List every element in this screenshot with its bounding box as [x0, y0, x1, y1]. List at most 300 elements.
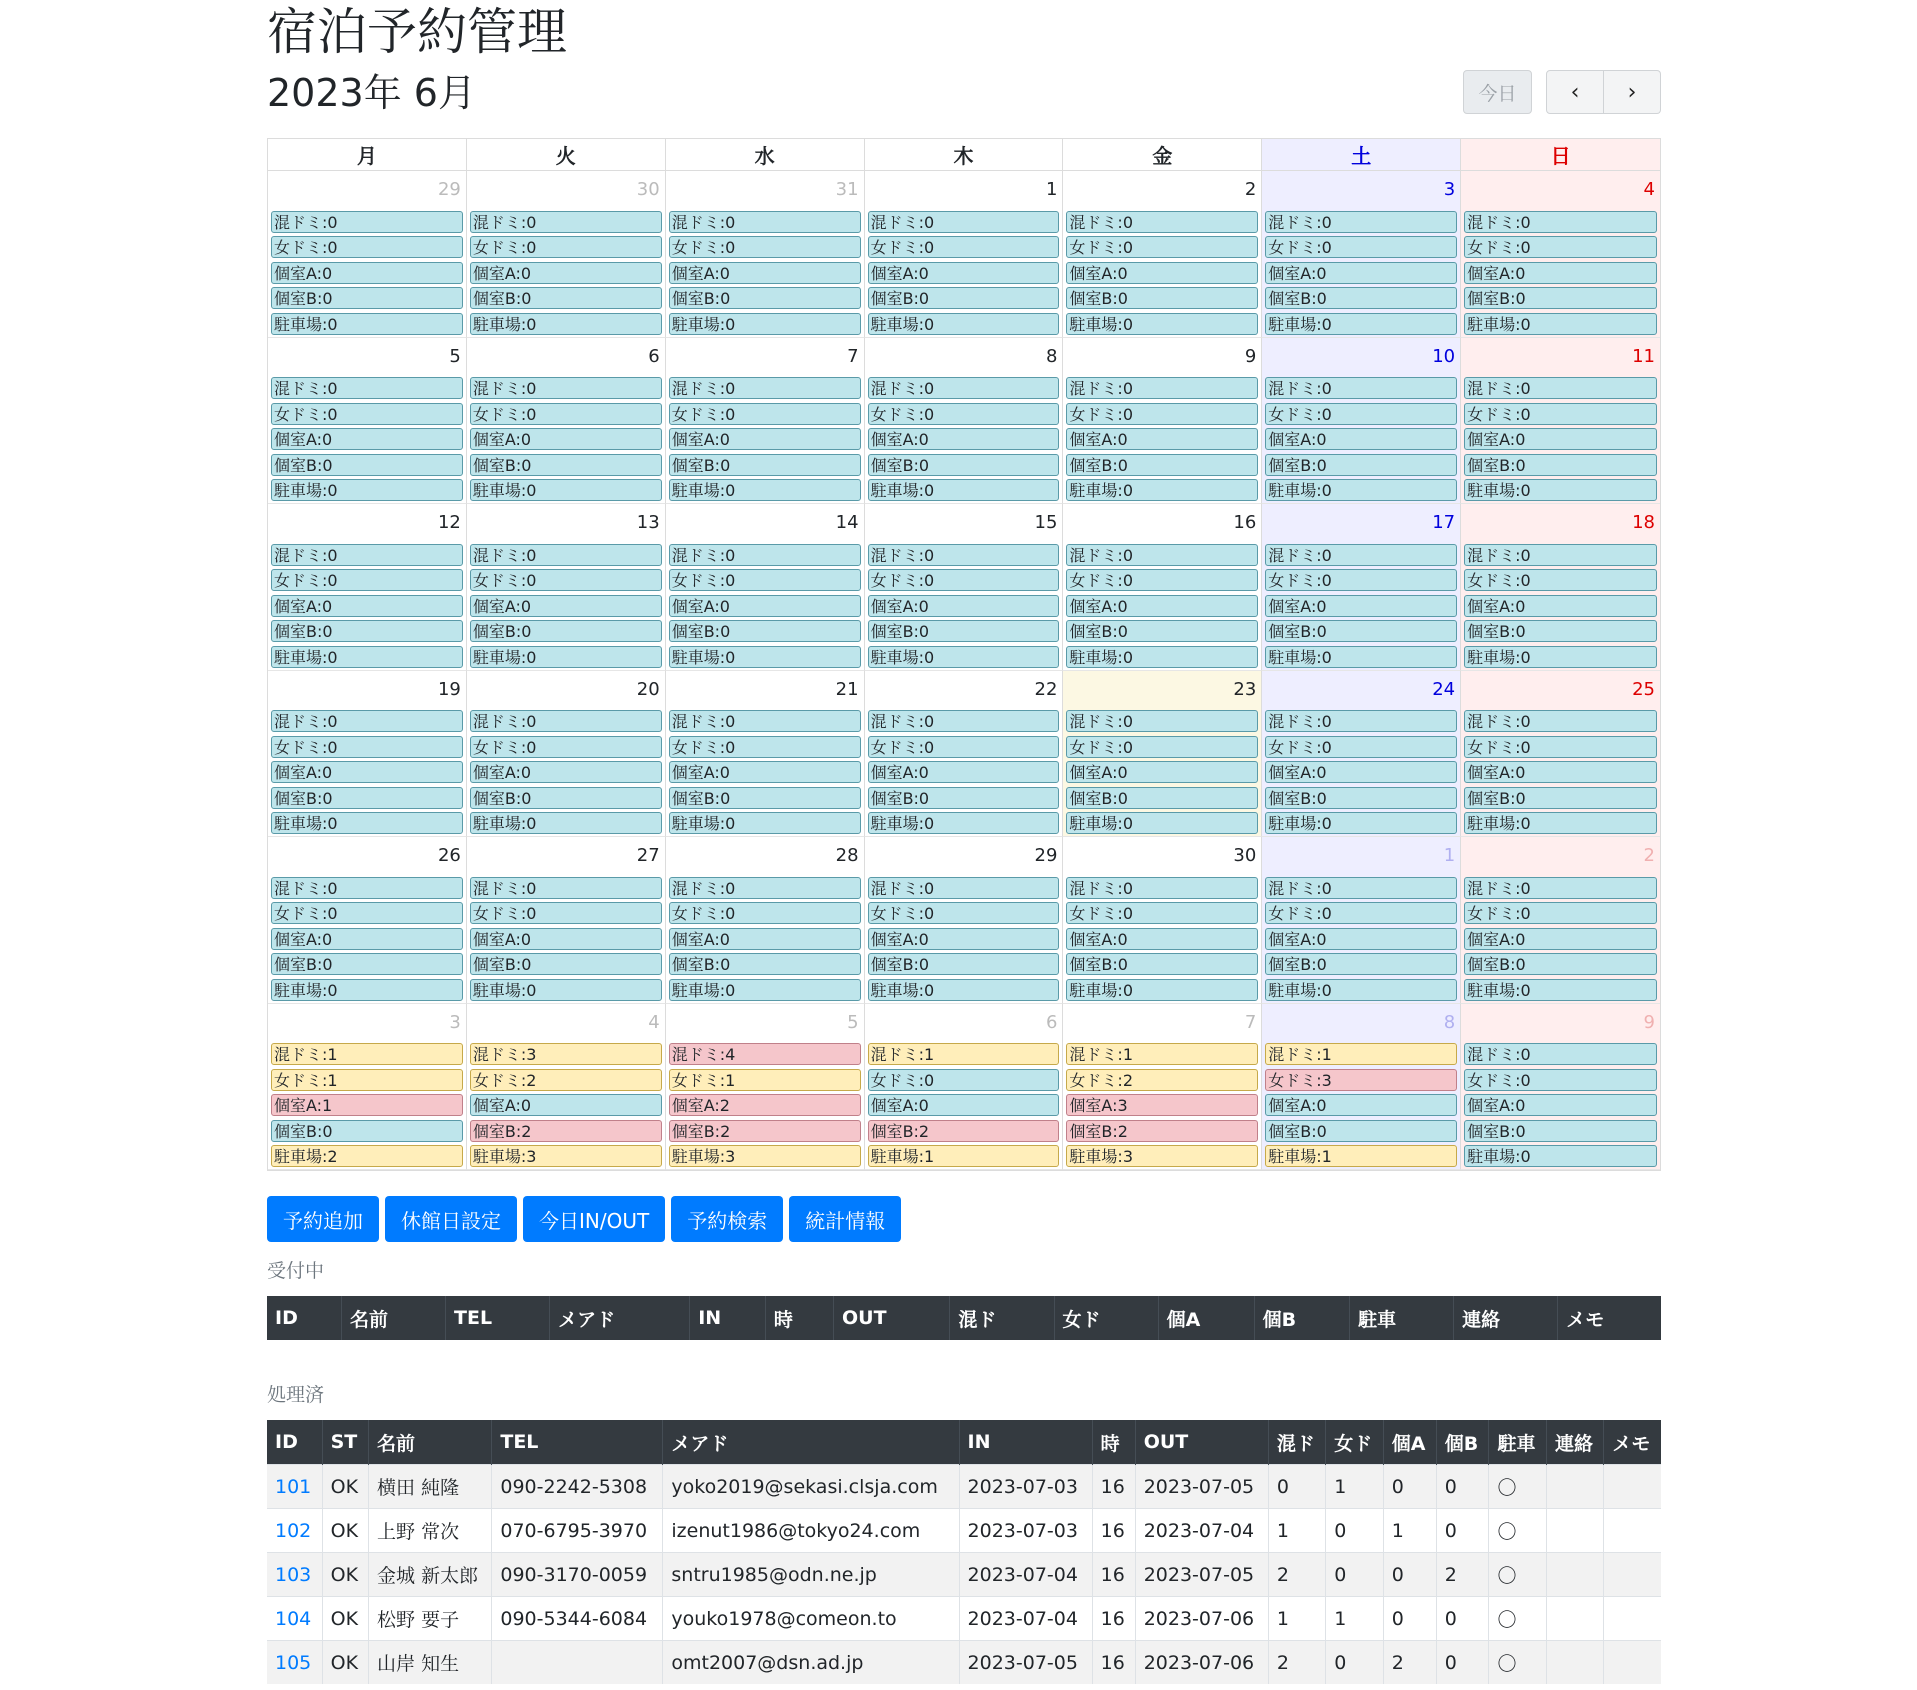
- room-slot[interactable]: 女ドミ:0: [868, 736, 1060, 758]
- room-slot[interactable]: 女ドミ:0: [271, 236, 463, 258]
- room-slot[interactable]: 駐車場:2: [271, 1145, 463, 1167]
- room-slot[interactable]: 個室A:0: [1066, 761, 1258, 783]
- room-slot[interactable]: 個室A:0: [271, 761, 463, 783]
- calendar-day[interactable]: [666, 338, 865, 505]
- room-slot[interactable]: 個室A:0: [669, 928, 861, 950]
- calendar-day[interactable]: [268, 338, 467, 505]
- room-slot[interactable]: 個室B:0: [271, 1120, 463, 1142]
- calendar-day[interactable]: [865, 504, 1064, 671]
- reservation-id-link[interactable]: 105: [275, 1651, 312, 1674]
- room-slot[interactable]: 女ドミ:0: [470, 902, 662, 924]
- room-slot[interactable]: 混ドミ:0: [669, 211, 861, 233]
- room-slot[interactable]: 混ドミ:0: [1265, 377, 1457, 399]
- room-slot[interactable]: 混ドミ:0: [1464, 211, 1657, 233]
- column-header[interactable]: 混ド: [1268, 1420, 1325, 1465]
- room-slot[interactable]: 個室B:0: [868, 620, 1060, 642]
- room-slot[interactable]: 個室B:0: [1066, 787, 1258, 809]
- room-slot[interactable]: 混ドミ:0: [1066, 877, 1258, 899]
- room-slot[interactable]: 個室A:0: [1265, 595, 1457, 617]
- room-slot[interactable]: 女ドミ:0: [271, 902, 463, 924]
- room-slot[interactable]: 女ドミ:0: [1265, 736, 1457, 758]
- room-slot[interactable]: 個室A:0: [271, 262, 463, 284]
- calendar-day[interactable]: [865, 338, 1064, 505]
- room-slot[interactable]: 個室B:0: [470, 953, 662, 975]
- room-slot[interactable]: 駐車場:1: [868, 1145, 1060, 1167]
- reservation-id-link[interactable]: 101: [275, 1475, 312, 1498]
- room-slot[interactable]: 個室A:0: [1464, 1094, 1657, 1116]
- column-header[interactable]: ST: [322, 1420, 368, 1465]
- room-slot[interactable]: 駐車場:0: [271, 646, 463, 668]
- today-inout-button[interactable]: 今日IN/OUT: [523, 1196, 665, 1242]
- room-slot[interactable]: 駐車場:0: [1464, 1145, 1657, 1167]
- room-slot[interactable]: 個室B:0: [868, 953, 1060, 975]
- room-slot[interactable]: 駐車場:0: [1265, 812, 1457, 834]
- room-slot[interactable]: 個室A:0: [868, 595, 1060, 617]
- room-slot[interactable]: 個室B:0: [669, 287, 861, 309]
- room-slot[interactable]: 混ドミ:0: [470, 211, 662, 233]
- table-cell: 〇: [1489, 1509, 1546, 1553]
- room-slot[interactable]: 個室B:0: [271, 787, 463, 809]
- calendar-day[interactable]: [666, 171, 865, 338]
- calendar-day[interactable]: [1461, 1004, 1660, 1171]
- room-slot[interactable]: 女ドミ:0: [1066, 736, 1258, 758]
- column-header[interactable]: OUT: [1135, 1420, 1268, 1465]
- room-slot[interactable]: 駐車場:0: [868, 479, 1060, 501]
- column-header[interactable]: 時: [1092, 1420, 1135, 1465]
- room-slot[interactable]: 個室B:0: [1265, 1120, 1457, 1142]
- calendar-day[interactable]: [268, 1004, 467, 1171]
- room-slot[interactable]: 個室A:0: [669, 595, 861, 617]
- room-slot[interactable]: 個室B:0: [1066, 953, 1258, 975]
- calendar-day[interactable]: [1262, 837, 1461, 1004]
- room-slot[interactable]: 個室A:3: [1066, 1094, 1258, 1116]
- room-slot[interactable]: 女ドミ:0: [1265, 403, 1457, 425]
- calendar-day[interactable]: [467, 504, 666, 671]
- room-slot[interactable]: 女ドミ:2: [1066, 1069, 1258, 1091]
- room-slot[interactable]: 駐車場:0: [1066, 479, 1258, 501]
- room-slot[interactable]: 駐車場:0: [1464, 812, 1657, 834]
- room-slot[interactable]: 個室B:0: [1464, 1120, 1657, 1142]
- calendar-day[interactable]: [865, 1004, 1064, 1171]
- room-slot[interactable]: 駐車場:0: [669, 646, 861, 668]
- room-slot[interactable]: 駐車場:0: [470, 979, 662, 1001]
- room-slot[interactable]: 女ドミ:0: [1464, 736, 1657, 758]
- reservation-id-link[interactable]: 104: [275, 1607, 312, 1630]
- room-slot[interactable]: 女ドミ:2: [470, 1069, 662, 1091]
- room-slot[interactable]: 女ドミ:0: [470, 403, 662, 425]
- calendar-day[interactable]: [1461, 504, 1660, 671]
- room-slot[interactable]: 混ドミ:0: [1464, 1043, 1657, 1065]
- room-slot[interactable]: 女ドミ:0: [1265, 236, 1457, 258]
- room-slot[interactable]: 駐車場:0: [1066, 979, 1258, 1001]
- calendar-day[interactable]: [1063, 504, 1262, 671]
- room-slot[interactable]: 混ドミ:0: [669, 544, 861, 566]
- room-slot[interactable]: 個室B:0: [1265, 454, 1457, 476]
- calendar-day[interactable]: [1461, 837, 1660, 1004]
- room-slot[interactable]: 個室B:0: [1265, 620, 1457, 642]
- room-slot[interactable]: 混ドミ:0: [1464, 544, 1657, 566]
- room-slot[interactable]: 女ドミ:0: [868, 236, 1060, 258]
- room-slot[interactable]: 混ドミ:0: [868, 377, 1060, 399]
- room-slot[interactable]: 個室A:0: [470, 761, 662, 783]
- column-header[interactable]: IN: [959, 1420, 1092, 1465]
- room-slot[interactable]: 混ドミ:0: [1265, 544, 1457, 566]
- room-slot[interactable]: 混ドミ:0: [868, 877, 1060, 899]
- room-slot[interactable]: 個室B:0: [470, 454, 662, 476]
- room-slot[interactable]: 駐車場:0: [1464, 979, 1657, 1001]
- room-slot[interactable]: 混ドミ:1: [271, 1043, 463, 1065]
- room-slot[interactable]: 女ドミ:0: [1464, 1069, 1657, 1091]
- room-slot[interactable]: 個室B:2: [669, 1120, 861, 1142]
- room-slot[interactable]: 個室B:0: [1066, 287, 1258, 309]
- room-slot[interactable]: 混ドミ:1: [1066, 1043, 1258, 1065]
- room-slot[interactable]: 駐車場:0: [868, 979, 1060, 1001]
- room-slot[interactable]: 駐車場:1: [1265, 1145, 1457, 1167]
- room-slot[interactable]: 駐車場:0: [470, 646, 662, 668]
- room-slot[interactable]: 個室B:0: [1464, 787, 1657, 809]
- room-slot[interactable]: 女ドミ:0: [271, 403, 463, 425]
- table-cell: youko1978@comeon.to: [663, 1597, 959, 1641]
- room-slot[interactable]: 混ドミ:0: [1265, 211, 1457, 233]
- room-slot[interactable]: 駐車場:0: [1464, 313, 1657, 335]
- room-slot[interactable]: 駐車場:0: [271, 313, 463, 335]
- column-header[interactable]: 駐車: [1350, 1296, 1454, 1340]
- room-slot[interactable]: 女ドミ:0: [669, 403, 861, 425]
- room-slot[interactable]: 混ドミ:0: [868, 710, 1060, 732]
- room-slot[interactable]: 個室B:2: [868, 1120, 1060, 1142]
- column-header[interactable]: 連絡: [1454, 1296, 1558, 1340]
- room-slot[interactable]: 個室B:0: [1265, 787, 1457, 809]
- room-slot[interactable]: 混ドミ:0: [1066, 544, 1258, 566]
- room-slot[interactable]: 個室A:0: [1066, 595, 1258, 617]
- room-slot[interactable]: 駐車場:0: [1464, 646, 1657, 668]
- calendar-day[interactable]: [467, 671, 666, 838]
- day-number: 24: [1432, 678, 1456, 700]
- room-slot[interactable]: 個室B:0: [470, 620, 662, 642]
- room-slot[interactable]: 女ドミ:0: [868, 403, 1060, 425]
- calendar-day[interactable]: [865, 671, 1064, 838]
- column-header[interactable]: メモ: [1604, 1420, 1661, 1465]
- room-slot[interactable]: 混ドミ:3: [470, 1043, 662, 1065]
- room-slot[interactable]: 女ドミ:0: [1464, 236, 1657, 258]
- room-slot[interactable]: 女ドミ:0: [669, 569, 861, 591]
- room-slot[interactable]: 個室A:0: [1464, 595, 1657, 617]
- room-slot[interactable]: 駐車場:3: [669, 1145, 861, 1167]
- room-slot[interactable]: 混ドミ:0: [1464, 710, 1657, 732]
- room-slot[interactable]: 個室A:0: [470, 1094, 662, 1116]
- room-slot[interactable]: 駐車場:0: [669, 313, 861, 335]
- room-slot[interactable]: 個室B:0: [271, 953, 463, 975]
- room-slot[interactable]: 駐車場:0: [1066, 313, 1258, 335]
- room-slot[interactable]: 女ドミ:0: [868, 1069, 1060, 1091]
- calendar-day[interactable]: [1461, 171, 1660, 338]
- room-slot[interactable]: 個室B:0: [669, 454, 861, 476]
- room-slot[interactable]: 女ドミ:0: [669, 736, 861, 758]
- room-slot[interactable]: 駐車場:0: [470, 313, 662, 335]
- room-slot[interactable]: 混ドミ:0: [271, 877, 463, 899]
- column-header[interactable]: 女ド: [1326, 1420, 1383, 1465]
- room-slot[interactable]: 個室A:0: [868, 761, 1060, 783]
- room-slot[interactable]: 混ドミ:0: [271, 544, 463, 566]
- column-header[interactable]: 個A: [1158, 1296, 1254, 1340]
- room-slot[interactable]: 女ドミ:0: [669, 902, 861, 924]
- calendar-day[interactable]: [666, 671, 865, 838]
- room-slot[interactable]: 混ドミ:0: [271, 377, 463, 399]
- room-slot[interactable]: 個室B:2: [1066, 1120, 1258, 1142]
- prev-month-button[interactable]: [1546, 70, 1604, 114]
- room-slot[interactable]: 個室B:0: [669, 787, 861, 809]
- room-slot[interactable]: 個室A:0: [271, 595, 463, 617]
- room-slot[interactable]: 女ドミ:0: [868, 902, 1060, 924]
- calendar-day[interactable]: [467, 837, 666, 1004]
- column-header[interactable]: 名前: [369, 1420, 492, 1465]
- column-header[interactable]: 個B: [1436, 1420, 1489, 1465]
- room-slot[interactable]: 混ドミ:0: [470, 877, 662, 899]
- room-slot[interactable]: 駐車場:0: [1265, 646, 1457, 668]
- calendar-day[interactable]: [268, 171, 467, 338]
- room-slot[interactable]: 駐車場:0: [1265, 479, 1457, 501]
- room-slot[interactable]: 混ドミ:4: [669, 1043, 861, 1065]
- room-slot[interactable]: 女ドミ:0: [470, 569, 662, 591]
- reservation-id-link[interactable]: 102: [275, 1519, 312, 1542]
- room-slot[interactable]: 駐車場:0: [669, 979, 861, 1001]
- calendar-day[interactable]: [666, 1004, 865, 1171]
- room-slot[interactable]: 女ドミ:0: [1265, 902, 1457, 924]
- room-slot[interactable]: 個室B:0: [868, 454, 1060, 476]
- room-slot[interactable]: 女ドミ:0: [669, 236, 861, 258]
- search-reservation-button[interactable]: 予約検索: [671, 1196, 783, 1242]
- room-slot[interactable]: 女ドミ:0: [271, 736, 463, 758]
- column-header[interactable]: メモ: [1558, 1296, 1661, 1340]
- calendar-day[interactable]: [1063, 171, 1262, 338]
- room-slot[interactable]: 女ドミ:0: [1464, 403, 1657, 425]
- room-slot[interactable]: 個室B:0: [1265, 287, 1457, 309]
- room-slot[interactable]: 個室A:0: [669, 428, 861, 450]
- room-slot[interactable]: 個室B:0: [868, 787, 1060, 809]
- room-slot[interactable]: 女ドミ:0: [1265, 569, 1457, 591]
- room-slot[interactable]: 女ドミ:0: [868, 569, 1060, 591]
- room-slot[interactable]: 個室A:0: [470, 595, 662, 617]
- room-slot[interactable]: 個室B:0: [1066, 454, 1258, 476]
- room-slot[interactable]: 個室A:0: [1066, 428, 1258, 450]
- room-slot[interactable]: 女ドミ:0: [1066, 236, 1258, 258]
- room-slot[interactable]: 混ドミ:1: [1265, 1043, 1457, 1065]
- room-slot[interactable]: 混ドミ:0: [1464, 877, 1657, 899]
- calendar-day[interactable]: [268, 837, 467, 1004]
- column-header[interactable]: 駐車: [1489, 1420, 1546, 1465]
- room-slot[interactable]: 女ドミ:0: [1066, 902, 1258, 924]
- room-slot[interactable]: 個室A:0: [868, 428, 1060, 450]
- room-slot[interactable]: 個室A:0: [1066, 928, 1258, 950]
- room-slot[interactable]: 個室A:0: [868, 928, 1060, 950]
- room-slot[interactable]: 混ドミ:0: [1066, 377, 1258, 399]
- column-header[interactable]: 女ド: [1054, 1296, 1158, 1340]
- room-slot[interactable]: 女ドミ:0: [470, 236, 662, 258]
- room-slot[interactable]: 個室A:0: [470, 262, 662, 284]
- table-cell: 上野 常次: [369, 1509, 492, 1553]
- room-slot[interactable]: 女ドミ:0: [470, 736, 662, 758]
- room-slot[interactable]: 駐車場:0: [271, 812, 463, 834]
- room-slot[interactable]: 駐車場:0: [1265, 979, 1457, 1001]
- room-slot[interactable]: 個室B:2: [470, 1120, 662, 1142]
- room-slot[interactable]: 混ドミ:0: [1066, 211, 1258, 233]
- room-slot[interactable]: 駐車場:0: [868, 812, 1060, 834]
- room-slot[interactable]: 駐車場:0: [271, 979, 463, 1001]
- calendar-day[interactable]: [1063, 338, 1262, 505]
- room-slot[interactable]: 混ドミ:1: [868, 1043, 1060, 1065]
- calendar-day[interactable]: [1262, 504, 1461, 671]
- room-slot[interactable]: 個室A:0: [1464, 761, 1657, 783]
- room-slot[interactable]: 混ドミ:0: [868, 544, 1060, 566]
- calendar-day[interactable]: [666, 837, 865, 1004]
- calendar-day[interactable]: [1461, 338, 1660, 505]
- column-header[interactable]: IN: [690, 1296, 766, 1340]
- column-header[interactable]: メアド: [550, 1296, 690, 1340]
- room-slot[interactable]: 女ドミ:0: [1464, 902, 1657, 924]
- add-reservation-button[interactable]: 予約追加: [267, 1196, 379, 1242]
- room-slot[interactable]: 個室B:0: [1464, 953, 1657, 975]
- room-slot[interactable]: 混ドミ:0: [470, 544, 662, 566]
- room-slot[interactable]: 混ドミ:0: [271, 710, 463, 732]
- room-slot[interactable]: 個室A:0: [470, 428, 662, 450]
- room-slot[interactable]: 個室B:0: [271, 620, 463, 642]
- room-slot[interactable]: 女ドミ:1: [271, 1069, 463, 1091]
- room-slot[interactable]: 個室A:0: [1265, 928, 1457, 950]
- room-slot[interactable]: 女ドミ:0: [1464, 569, 1657, 591]
- room-slot[interactable]: 個室B:0: [1464, 454, 1657, 476]
- room-slot[interactable]: 駐車場:0: [669, 812, 861, 834]
- room-slot[interactable]: 駐車場:0: [868, 313, 1060, 335]
- room-slot[interactable]: 個室A:0: [470, 928, 662, 950]
- calendar-day[interactable]: [268, 504, 467, 671]
- room-slot[interactable]: 駐車場:3: [470, 1145, 662, 1167]
- room-slot[interactable]: 混ドミ:0: [1265, 877, 1457, 899]
- column-header[interactable]: 混ド: [950, 1296, 1054, 1340]
- room-slot[interactable]: 混ドミ:0: [1265, 710, 1457, 732]
- column-header[interactable]: ID: [267, 1420, 322, 1465]
- room-slot[interactable]: 混ドミ:0: [1464, 377, 1657, 399]
- column-header[interactable]: ID: [267, 1296, 341, 1340]
- room-slot[interactable]: 駐車場:0: [1066, 646, 1258, 668]
- room-slot[interactable]: 混ドミ:0: [271, 211, 463, 233]
- room-slot[interactable]: 混ドミ:0: [669, 877, 861, 899]
- calendar-day[interactable]: [467, 1004, 666, 1171]
- room-slot[interactable]: 駐車場:0: [470, 479, 662, 501]
- room-slot[interactable]: 駐車場:0: [1066, 812, 1258, 834]
- room-slot[interactable]: 個室B:0: [1464, 287, 1657, 309]
- room-slot[interactable]: 個室B:0: [669, 620, 861, 642]
- column-header[interactable]: 時: [765, 1296, 833, 1340]
- calendar-day[interactable]: [865, 171, 1064, 338]
- room-slot[interactable]: 混ドミ:0: [669, 377, 861, 399]
- room-slot[interactable]: 駐車場:0: [271, 479, 463, 501]
- room-slot[interactable]: 個室A:0: [868, 262, 1060, 284]
- room-slot[interactable]: 駐車場:3: [1066, 1145, 1258, 1167]
- room-slot[interactable]: 駐車場:0: [1464, 479, 1657, 501]
- column-header[interactable]: 個A: [1383, 1420, 1436, 1465]
- statistics-button[interactable]: 統計情報: [789, 1196, 901, 1242]
- room-slot[interactable]: 個室B:0: [470, 787, 662, 809]
- room-slot[interactable]: 個室A:0: [868, 1094, 1060, 1116]
- room-slot[interactable]: 個室B:0: [470, 287, 662, 309]
- next-month-button[interactable]: [1604, 70, 1661, 114]
- room-slot[interactable]: 個室B:0: [868, 287, 1060, 309]
- room-slot[interactable]: 個室B:0: [669, 953, 861, 975]
- table-cell: 1: [1326, 1597, 1383, 1641]
- room-slot[interactable]: 個室A:0: [1464, 262, 1657, 284]
- room-slot[interactable]: 個室A:0: [1066, 262, 1258, 284]
- calendar-day[interactable]: [1262, 671, 1461, 838]
- calendar-day[interactable]: [1063, 671, 1262, 838]
- room-slot[interactable]: 女ドミ:0: [271, 569, 463, 591]
- room-slot[interactable]: 駐車場:0: [669, 479, 861, 501]
- room-slot[interactable]: 個室A:0: [669, 262, 861, 284]
- column-header[interactable]: 個B: [1254, 1296, 1350, 1340]
- room-slot[interactable]: 個室A:0: [1464, 928, 1657, 950]
- room-slot[interactable]: 駐車場:0: [868, 646, 1060, 668]
- calendar-day[interactable]: [268, 671, 467, 838]
- calendar-day[interactable]: [1063, 1004, 1262, 1171]
- room-slot[interactable]: 個室B:0: [1464, 620, 1657, 642]
- room-slot[interactable]: 個室A:0: [669, 761, 861, 783]
- room-slot[interactable]: 個室A:0: [271, 928, 463, 950]
- room-slot[interactable]: 女ドミ:3: [1265, 1069, 1457, 1091]
- room-slot[interactable]: 個室A:0: [1265, 1094, 1457, 1116]
- reservation-id-link[interactable]: 103: [275, 1563, 312, 1586]
- room-slot[interactable]: 駐車場:0: [470, 812, 662, 834]
- room-slot[interactable]: 個室B:0: [271, 454, 463, 476]
- calendar-day[interactable]: [1262, 1004, 1461, 1171]
- room-slot[interactable]: 混ドミ:0: [868, 211, 1060, 233]
- room-slot[interactable]: 個室A:0: [1464, 428, 1657, 450]
- room-slot[interactable]: 個室A:0: [1265, 761, 1457, 783]
- room-slot[interactable]: 女ドミ:0: [1066, 569, 1258, 591]
- room-slot[interactable]: 個室A:0: [1265, 428, 1457, 450]
- room-slot[interactable]: 混ドミ:0: [470, 710, 662, 732]
- column-header[interactable]: OUT: [833, 1296, 949, 1340]
- calendar-day[interactable]: [1461, 671, 1660, 838]
- room-slot[interactable]: 混ドミ:0: [470, 377, 662, 399]
- room-slot[interactable]: 個室A:1: [271, 1094, 463, 1116]
- room-slot[interactable]: 混ドミ:0: [1066, 710, 1258, 732]
- calendar-day[interactable]: [467, 171, 666, 338]
- column-header[interactable]: 連絡: [1546, 1420, 1603, 1465]
- calendar-day[interactable]: [865, 837, 1064, 1004]
- column-header[interactable]: 名前: [341, 1296, 445, 1340]
- column-header[interactable]: TEL: [492, 1420, 663, 1465]
- room-slot[interactable]: 個室B:0: [271, 287, 463, 309]
- column-header[interactable]: メアド: [663, 1420, 959, 1465]
- calendar-day[interactable]: [1063, 837, 1262, 1004]
- room-slot[interactable]: 個室B:0: [1066, 620, 1258, 642]
- calendar-day[interactable]: [467, 338, 666, 505]
- room-slot[interactable]: 個室B:0: [1265, 953, 1457, 975]
- room-slot[interactable]: 女ドミ:0: [1066, 403, 1258, 425]
- closed-day-setting-button[interactable]: 休館日設定: [385, 1196, 517, 1242]
- calendar-day[interactable]: [666, 504, 865, 671]
- room-slot[interactable]: 個室A:0: [1265, 262, 1457, 284]
- room-slot[interactable]: 女ドミ:1: [669, 1069, 861, 1091]
- calendar-day[interactable]: [1262, 338, 1461, 505]
- room-slot[interactable]: 個室A:2: [669, 1094, 861, 1116]
- calendar-header: [268, 139, 1660, 171]
- calendar-day[interactable]: [1262, 171, 1461, 338]
- room-slot[interactable]: 個室A:0: [271, 428, 463, 450]
- today-button[interactable]: 今日: [1463, 70, 1532, 114]
- column-header[interactable]: TEL: [446, 1296, 550, 1340]
- room-slot[interactable]: 混ドミ:0: [669, 710, 861, 732]
- room-slot[interactable]: 駐車場:0: [1265, 313, 1457, 335]
